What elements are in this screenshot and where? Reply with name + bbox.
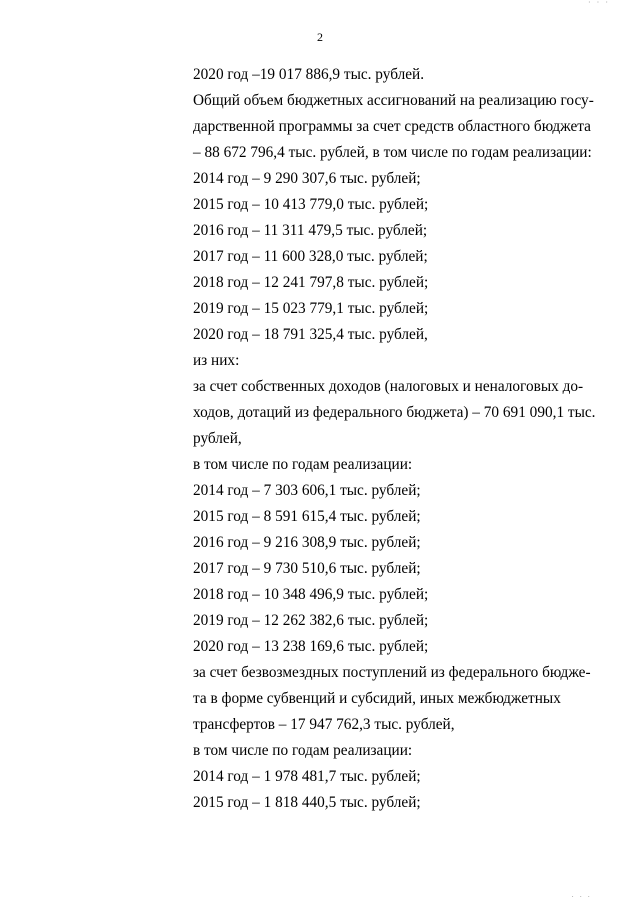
corner-mark-bottom: · · · [571,893,592,901]
text-line: за счет безвозмездных поступлений из федерального бюдже- [193,664,591,681]
text-line: 2018 год – 10 348 496,9 тыс. рублей; [193,586,429,603]
text-line: трансфертов – 17 947 762,3 тыс. рублей, [193,716,455,733]
text-line: 2016 год – 9 216 308,9 тыс. рублей; [193,534,421,551]
text-line: 2017 год – 11 600 328,0 тыс. рублей; [193,248,428,265]
text-line: 2020 год – 13 238 169,6 тыс. рублей; [193,638,429,655]
text-line: 2017 год – 9 730 510,6 тыс. рублей; [193,560,421,577]
document-body [193,62,603,816]
text-line: 2015 год – 10 413 779,0 тыс. рублей; [193,196,429,213]
text-line: в том числе по годам реализации: [193,456,413,473]
text-line: 2019 год – 12 262 382,6 тыс. рублей; [193,612,429,629]
text-line: 2015 год – 1 818 440,5 тыс. рублей; [193,794,421,811]
text-line: Общий объем бюджетных ассигнований на реализацию госу- [193,92,594,109]
text-line: ходов, дотаций из федерального бюджета) – 70 691 090,1 тыс. [193,404,596,421]
text-line: 2014 год – 7 303 606,1 тыс. рублей; [193,482,421,499]
text-line: из них: [193,352,240,369]
text-line: 2014 год – 9 290 307,6 тыс. рублей; [193,170,421,187]
text-line: 2019 год – 15 023 779,1 тыс. рублей; [193,300,429,317]
text-line: в том числе по годам реализации: [193,742,413,759]
text-line: 2014 год – 1 978 481,7 тыс. рублей; [193,768,421,785]
text-line: 2018 год – 12 241 797,8 тыс. рублей; [193,274,429,291]
page-number: 2 [317,30,323,44]
text-line: та в форме субвенций и субсидий, иных межбюджетных [193,690,561,707]
text-line: – 88 672 796,4 тыс. рублей, в том числе по годам реализации: [193,144,592,161]
text-line: 2015 год – 8 591 615,4 тыс. рублей; [193,508,421,525]
text-line: 2020 год – 18 791 325,4 тыс. рублей, [193,326,428,343]
text-line: 2016 год – 11 311 479,5 тыс. рублей; [193,222,428,239]
corner-mark-top: · · · [588,0,610,7]
text-line: дарственной программы за счет средств областного бюджета [193,118,591,135]
text-line: за счет собственных доходов (налоговых и неналоговых до- [193,378,584,395]
text-line: рублей, [193,430,242,447]
text-line: 2020 год –19 017 886,9 тыс. рублей. [193,66,425,83]
